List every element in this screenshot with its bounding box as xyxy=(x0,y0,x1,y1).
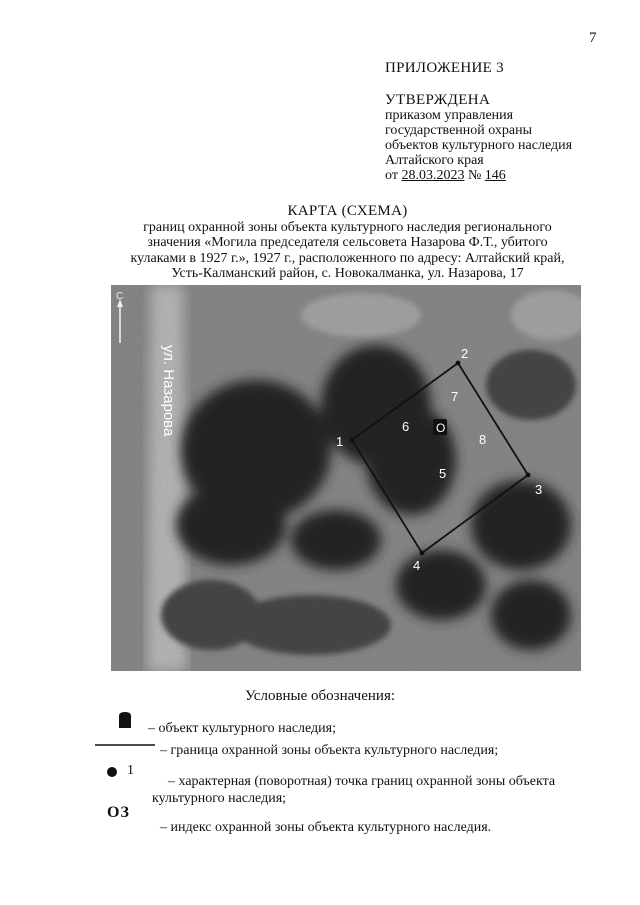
legend-dot-icon xyxy=(105,765,119,779)
legend-zone-symbol: ОЗ xyxy=(107,804,130,821)
approval-date: 28.03.2023 xyxy=(401,168,465,183)
svg-text:1: 1 xyxy=(336,434,344,449)
svg-text:2: 2 xyxy=(461,346,469,361)
approval-heading: УТВЕРЖДЕНА xyxy=(385,92,491,108)
svg-text:3: 3 xyxy=(535,482,543,497)
approval-block xyxy=(385,93,572,183)
legend-monument-icon xyxy=(115,710,135,730)
legend-item-point-cont: культурного наследия; xyxy=(152,791,287,806)
boundary-point-7: 7 xyxy=(451,389,459,404)
legend-item-point: – характерная (поворотная) точка границ охранной зоны объекта xyxy=(168,774,556,789)
document-title-block xyxy=(110,204,585,282)
svg-text:4: 4 xyxy=(413,558,421,573)
street-label: ул. Назарова xyxy=(160,345,177,437)
appendix-label: ПРИЛОЖЕНИЕ 3 xyxy=(385,60,504,76)
legend-line-icon xyxy=(95,742,155,748)
zone-index-label: О xyxy=(436,421,446,435)
number-prefix: № xyxy=(467,168,482,183)
approval-line-3: объектов культурного наследия xyxy=(385,138,573,153)
north-label: С xyxy=(116,291,124,302)
date-prefix: от xyxy=(385,168,398,183)
title-line-1: границ охранной зоны объекта культурного наследия регионального xyxy=(143,219,552,235)
document-title: КАРТА (СХЕМА) xyxy=(287,203,408,219)
approval-number: 146 xyxy=(484,168,506,183)
legend-item-boundary: – граница охранной зоны объекта культурного наследия; xyxy=(160,743,499,758)
approval-line-1: приказом управления xyxy=(385,108,514,123)
boundary-point-8: 8 xyxy=(479,432,487,447)
legend-title: Условные обозначения: xyxy=(244,688,396,704)
map-image xyxy=(111,285,581,671)
title-line-3: кулаками в 1927 г.», 1927 г., расположенного по адресу: Алтайский край, xyxy=(130,250,565,266)
legend-item-index: – индекс охранной зоны объекта культурного наследия. xyxy=(160,820,492,835)
title-line-2: значения «Могила председателя сельсовета Назарова Ф.Т., убитого xyxy=(147,235,548,250)
page-number: 7 xyxy=(589,30,597,46)
boundary-point-6: 6 xyxy=(402,419,410,434)
boundary-point-5: 5 xyxy=(439,466,447,481)
title-line-4: Усть-Калманский район, с. Новокалманка, ул. Назарова, 17 xyxy=(171,266,524,281)
approval-date-line xyxy=(385,168,572,183)
approval-line-2: государственной охраны xyxy=(385,123,533,138)
legend-dot-label: 1 xyxy=(127,763,134,778)
approval-line-4: Алтайского края xyxy=(385,153,484,168)
legend-item-object: – объект культурного наследия; xyxy=(148,721,336,736)
